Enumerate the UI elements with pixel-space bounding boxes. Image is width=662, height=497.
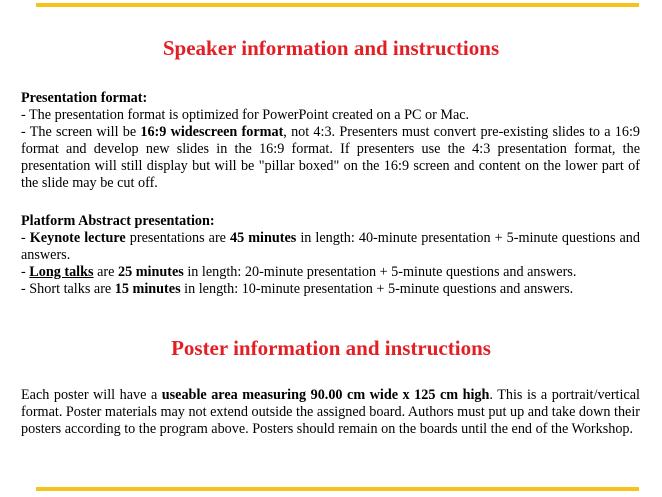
- short-talks-line: [21, 281, 640, 298]
- long-talks-duration: 25 minutes: [117, 264, 184, 280]
- presentation-format-heading: Presentation format:: [21, 90, 148, 106]
- short-talks-line-pre: - Short talks are: [21, 281, 115, 297]
- keynote-line-pre: -: [21, 230, 30, 246]
- top-divider: [36, 3, 639, 7]
- keynote-duration: 45 minutes: [230, 230, 297, 246]
- keynote-line: [21, 230, 640, 264]
- poster-dimensions: useable area measuring 90.00 cm wide x 125 cm high: [161, 387, 490, 403]
- poster-text-pre: Each poster will have a: [21, 387, 162, 403]
- keynote-label: Keynote lecture: [29, 230, 126, 246]
- poster-instructions-paragraph: [21, 387, 640, 438]
- platform-abstract-section: [21, 213, 640, 298]
- presentation-format-section: [21, 90, 640, 192]
- short-talks-duration: 15 minutes: [114, 281, 181, 297]
- short-talks-line-post: in length: 10-minute presentation + 5-minute questions and answers.: [180, 281, 574, 297]
- poster-instructions-section: [21, 387, 640, 438]
- long-talks-line-pre: -: [21, 264, 30, 280]
- long-talks-label: Long talks: [29, 264, 94, 280]
- format-line-widescreen-bold: 16:9 widescreen format: [140, 124, 284, 140]
- bottom-divider: [36, 487, 639, 491]
- long-talks-line-post: in length: 20-minute presentation + 5-minute questions and answers.: [183, 264, 577, 280]
- platform-abstract-heading: Platform Abstract presentation:: [21, 213, 215, 229]
- long-talks-line-mid: are: [93, 264, 118, 280]
- format-line-powerpoint: - The presentation format is optimized for PowerPoint created on a PC or Mac.: [21, 107, 470, 123]
- format-line-widescreen-post: , not 4:3. Presenters must convert pre-existing slides to a 16:9 format and develop new slides in the 16:9 format. If presenters use the 4:3 presentation format, the presentation will still display but will be "pillar boxed" on the 16:9 screen and content on the lower part of the slide may be cut off.: [21, 124, 640, 191]
- poster-text-post: . This is a portrait/vertical format. Poster materials may not extend outside the assigned board. Authors must put up and take down their posters according to the program above. Posters should remain on the boards until the end of the Workshop.: [21, 387, 641, 437]
- poster-section-title: Poster information and instructions: [171, 336, 491, 360]
- speaker-section-title: Speaker information and instructions: [162, 36, 500, 60]
- keynote-line-post: in length: 40-minute presentation + 5-minute questions and answers.: [21, 230, 640, 263]
- format-line-widescreen: [21, 124, 640, 192]
- long-talks-line: [21, 264, 640, 281]
- keynote-line-mid: presentations are: [125, 230, 231, 246]
- format-line-widescreen-pre: - The screen will be: [21, 124, 141, 140]
